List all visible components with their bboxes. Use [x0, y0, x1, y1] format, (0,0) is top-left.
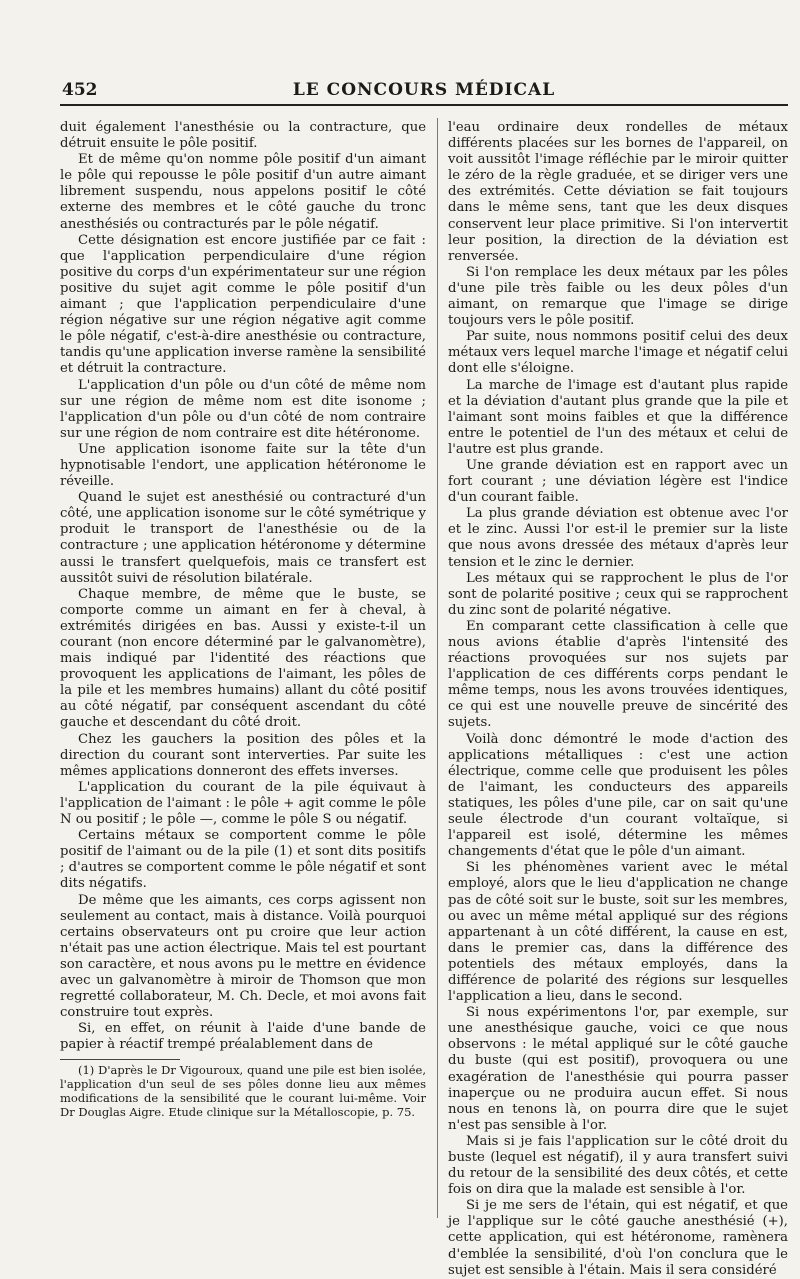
footnote-separator	[60, 1059, 180, 1060]
paragraph: L'application d'un pôle ou d'un côté de même nom sur une région de même nom est dite isonome ; l'application d'un pôle ou d'un côté de nom contraire sur une région de nom contraire est dite hétéronome.	[60, 377, 426, 441]
paragraph: Mais si je fais l'application sur le côté droit du buste (lequel est négatif), il y aura transfert suivi du retour de la sensibilité des deux côtés, et cette fois on dira que la malade est sensible à l'or.	[448, 1133, 788, 1198]
paragraph: Si les phénomènes varient avec le métal employé, alors que le lieu d'application ne change pas de côté soit sur le buste, soit sur les membres, ou avec un même métal appliqué sur des régions appartenant à un côté différent, la cause en est, dans le premier cas, dans la différence des potentiels des métaux employés, dans la différence de polarité des régions sur lesquelles l'application a lieu, dans le second.	[448, 860, 788, 1005]
paragraph: Voilà donc démontré le mode d'action des applications métalliques : c'est une action électrique, comme celle que produisent les pôles de l'aimant, les conducteurs des appareils statiques, les pôles d'une pile, car on sait qu'une seule électrode d'un courant voltaïque, si l'appareil est isolé, détermine les mêmes changements d'état que le pôle d'un aimant.	[448, 731, 788, 860]
paragraph: Les métaux qui se rapprochent le plus de l'or sont de polarité positive ; ceux qui se rapprochent du zinc sont de polarité négative.	[448, 570, 788, 618]
paragraph: Une grande déviation est en rapport avec un fort courant ; une déviation légère est l'indice d'un courant faible.	[448, 457, 788, 506]
paragraph: Une application isonome faite sur la tête d'un hypnotisable l'endort, une application hétéronome le réveille.	[60, 441, 426, 490]
paragraph: En comparant cette classification à celle que nous avions établie d'après l'intensité des réactions provoquées sur nos sujets par l'application de ces différents corps pendant le même temps, nous les avons trouvées identiques, ce qui est une nouvelle preuve de sincérité des sujets.	[448, 618, 788, 731]
paragraph: L'application du courant de la pile équivaut à l'application de l'aimant : le pôle + agit comme le pôle N ou positif ; le pôle —, comme le pôle S ou négatif.	[60, 779, 426, 828]
paragraph: Par suite, nous nommons positif celui des deux métaux vers lequel marche l'image et négatif celui dont elle s'éloigne.	[448, 329, 788, 377]
footnote: (1) D'après le Dr Vigouroux, quand une pile est bien isolée, l'application d'un seul de ses pôles donne lieu aux mêmes modifications de la sensibilité que le courant lui-même. Voir Dr Douglas Aigre. Etude clinique sur la Métalloscopie, p. 75.	[60, 1063, 426, 1120]
page-number: 452	[62, 80, 98, 100]
paragraph: Si l'on remplace les deux métaux par les pôles d'une pile très faible ou les deux pôles d'un aimant, on remarque que l'image se dirige toujours vers le pôle positif.	[448, 264, 788, 329]
left-column	[60, 120, 426, 1119]
paragraph: Chez les gauchers la position des pôles et la direction du courant sont interverties. Par suite les mêmes applications donneront des effets inverses.	[60, 731, 426, 779]
right-column	[448, 120, 788, 1279]
column-divider	[437, 118, 438, 1218]
paragraph: De même que les aimants, ces corps agissent non seulement au contact, mais à distance. Voilà pourquoi certains observateurs ont pu croire que leur action n'était pas une action électrique. Mais tel est pourtant son caractère, et nous avons pu le mettre en évidence avec un galvanomètre à miroir de Thomson que mon regretté collaborateur, M. Ch. Decle, et moi avons fait construire tout exprès.	[60, 892, 426, 1021]
running-header	[60, 74, 788, 106]
journal-title: LE CONCOURS MÉDICAL	[292, 80, 556, 100]
paragraph: Si nous expérimentons l'or, par exemple, sur une anesthésique gauche, voici ce que nous observons : le métal appliqué sur le côté gauche du buste (qui est positif), provoquera ou une exagération de l'anesthésie qui pourra passer inaperçue ou ne produira aucun effet. Si nous nous en tenons là, on pourra dire que le sujet n'est pas sensible à l'or.	[448, 1005, 788, 1133]
paragraph: La plus grande déviation est obtenue avec l'or et le zinc. Aussi l'or est-il le premier sur la liste que nous avons dressée des métaux d'après leur tension et le zinc le dernier.	[448, 506, 788, 570]
paragraph: Chaque membre, de même que le buste, se comporte comme un aimant en fer à cheval, à extrémités dirigées en bas. Aussi y existe-t-il un courant (non encore déterminé par le galvanomètre), mais indiqué par l'identité des réactions que provoquent les applications de l'aimant, les pôles de la pile et les membres humains) allant du côté positif au côté négatif, par conséquent ascendant du côté gauche et descendant du côté droit.	[60, 586, 426, 731]
paragraph: duit également l'anesthésie ou la contracture, que détruit ensuite le pôle positif.	[60, 120, 426, 152]
paragraph: Certains métaux se comportent comme le pôle positif de l'aimant ou de la pile (1) et sont dits positifs ; d'autres se comportent comme le pôle négatif et sont dits négatifs.	[60, 828, 426, 892]
paragraph: Si je me sers de l'étain, qui est négatif, et que je l'applique sur le côté gauche anesthésié (+), cette application, qui est hétéronome, ramènera d'emblée la sensibilité, d'où l'on conclura que le sujet est sensible à l'étain. Mais il sera considéré	[448, 1198, 788, 1278]
paragraph: Quand le sujet est anesthésié ou contracturé d'un côté, une application isonome sur le côté symétrique y produit le transport de l'anesthésie ou de la contracture ; une application hétéronome y détermine aussi le transfert quelquefois, mais ce transfert est aussitôt suivi de résolution bilatérale.	[60, 490, 426, 586]
paragraph: l'eau ordinaire deux rondelles de métaux différents placées sur les bornes de l'appareil, on voit aussitôt l'image réfléchie par le miroir quitter le zéro de la règle graduée, et se diriger vers une des extrémités. Cette déviation se fait toujours dans le même sens, tant que les deux disques conservent leur place primitive. Si l'on intervertit leur position, la direction de la déviation est renversée.	[448, 120, 788, 264]
paragraph: Et de même qu'on nomme pôle positif d'un aimant le pôle qui repousse le pôle positif d'un autre aimant librement suspendu, nous appelons positif le côté externe des membres et le côté gauche du tronc anesthésiés ou contracturés par le pôle négatif.	[60, 152, 426, 232]
paragraph: La marche de l'image est d'autant plus rapide et la déviation d'autant plus grande que la pile et l'aimant sont moins faibles et que la différence entre le potentiel de l'un des métaux et celui de l'autre est plus grande.	[448, 377, 788, 457]
paragraph: Cette désignation est encore justifiée par ce fait : que l'application perpendiculaire d'une région positive du corps d'un expérimentateur sur une région positive du sujet agit comme le pôle positif d'un aimant ; que l'application perpendiculaire d'une région négative sur une région négative agit comme le pôle négatif, c'est-à-dire anesthésie ou contracture, tandis qu'une application inverse ramène la sensibilité et détruit la contracture.	[60, 232, 426, 377]
paragraph: Si, en effet, on réunit à l'aide d'une bande de papier à réactif trempé préalablement dans de	[60, 1021, 426, 1053]
